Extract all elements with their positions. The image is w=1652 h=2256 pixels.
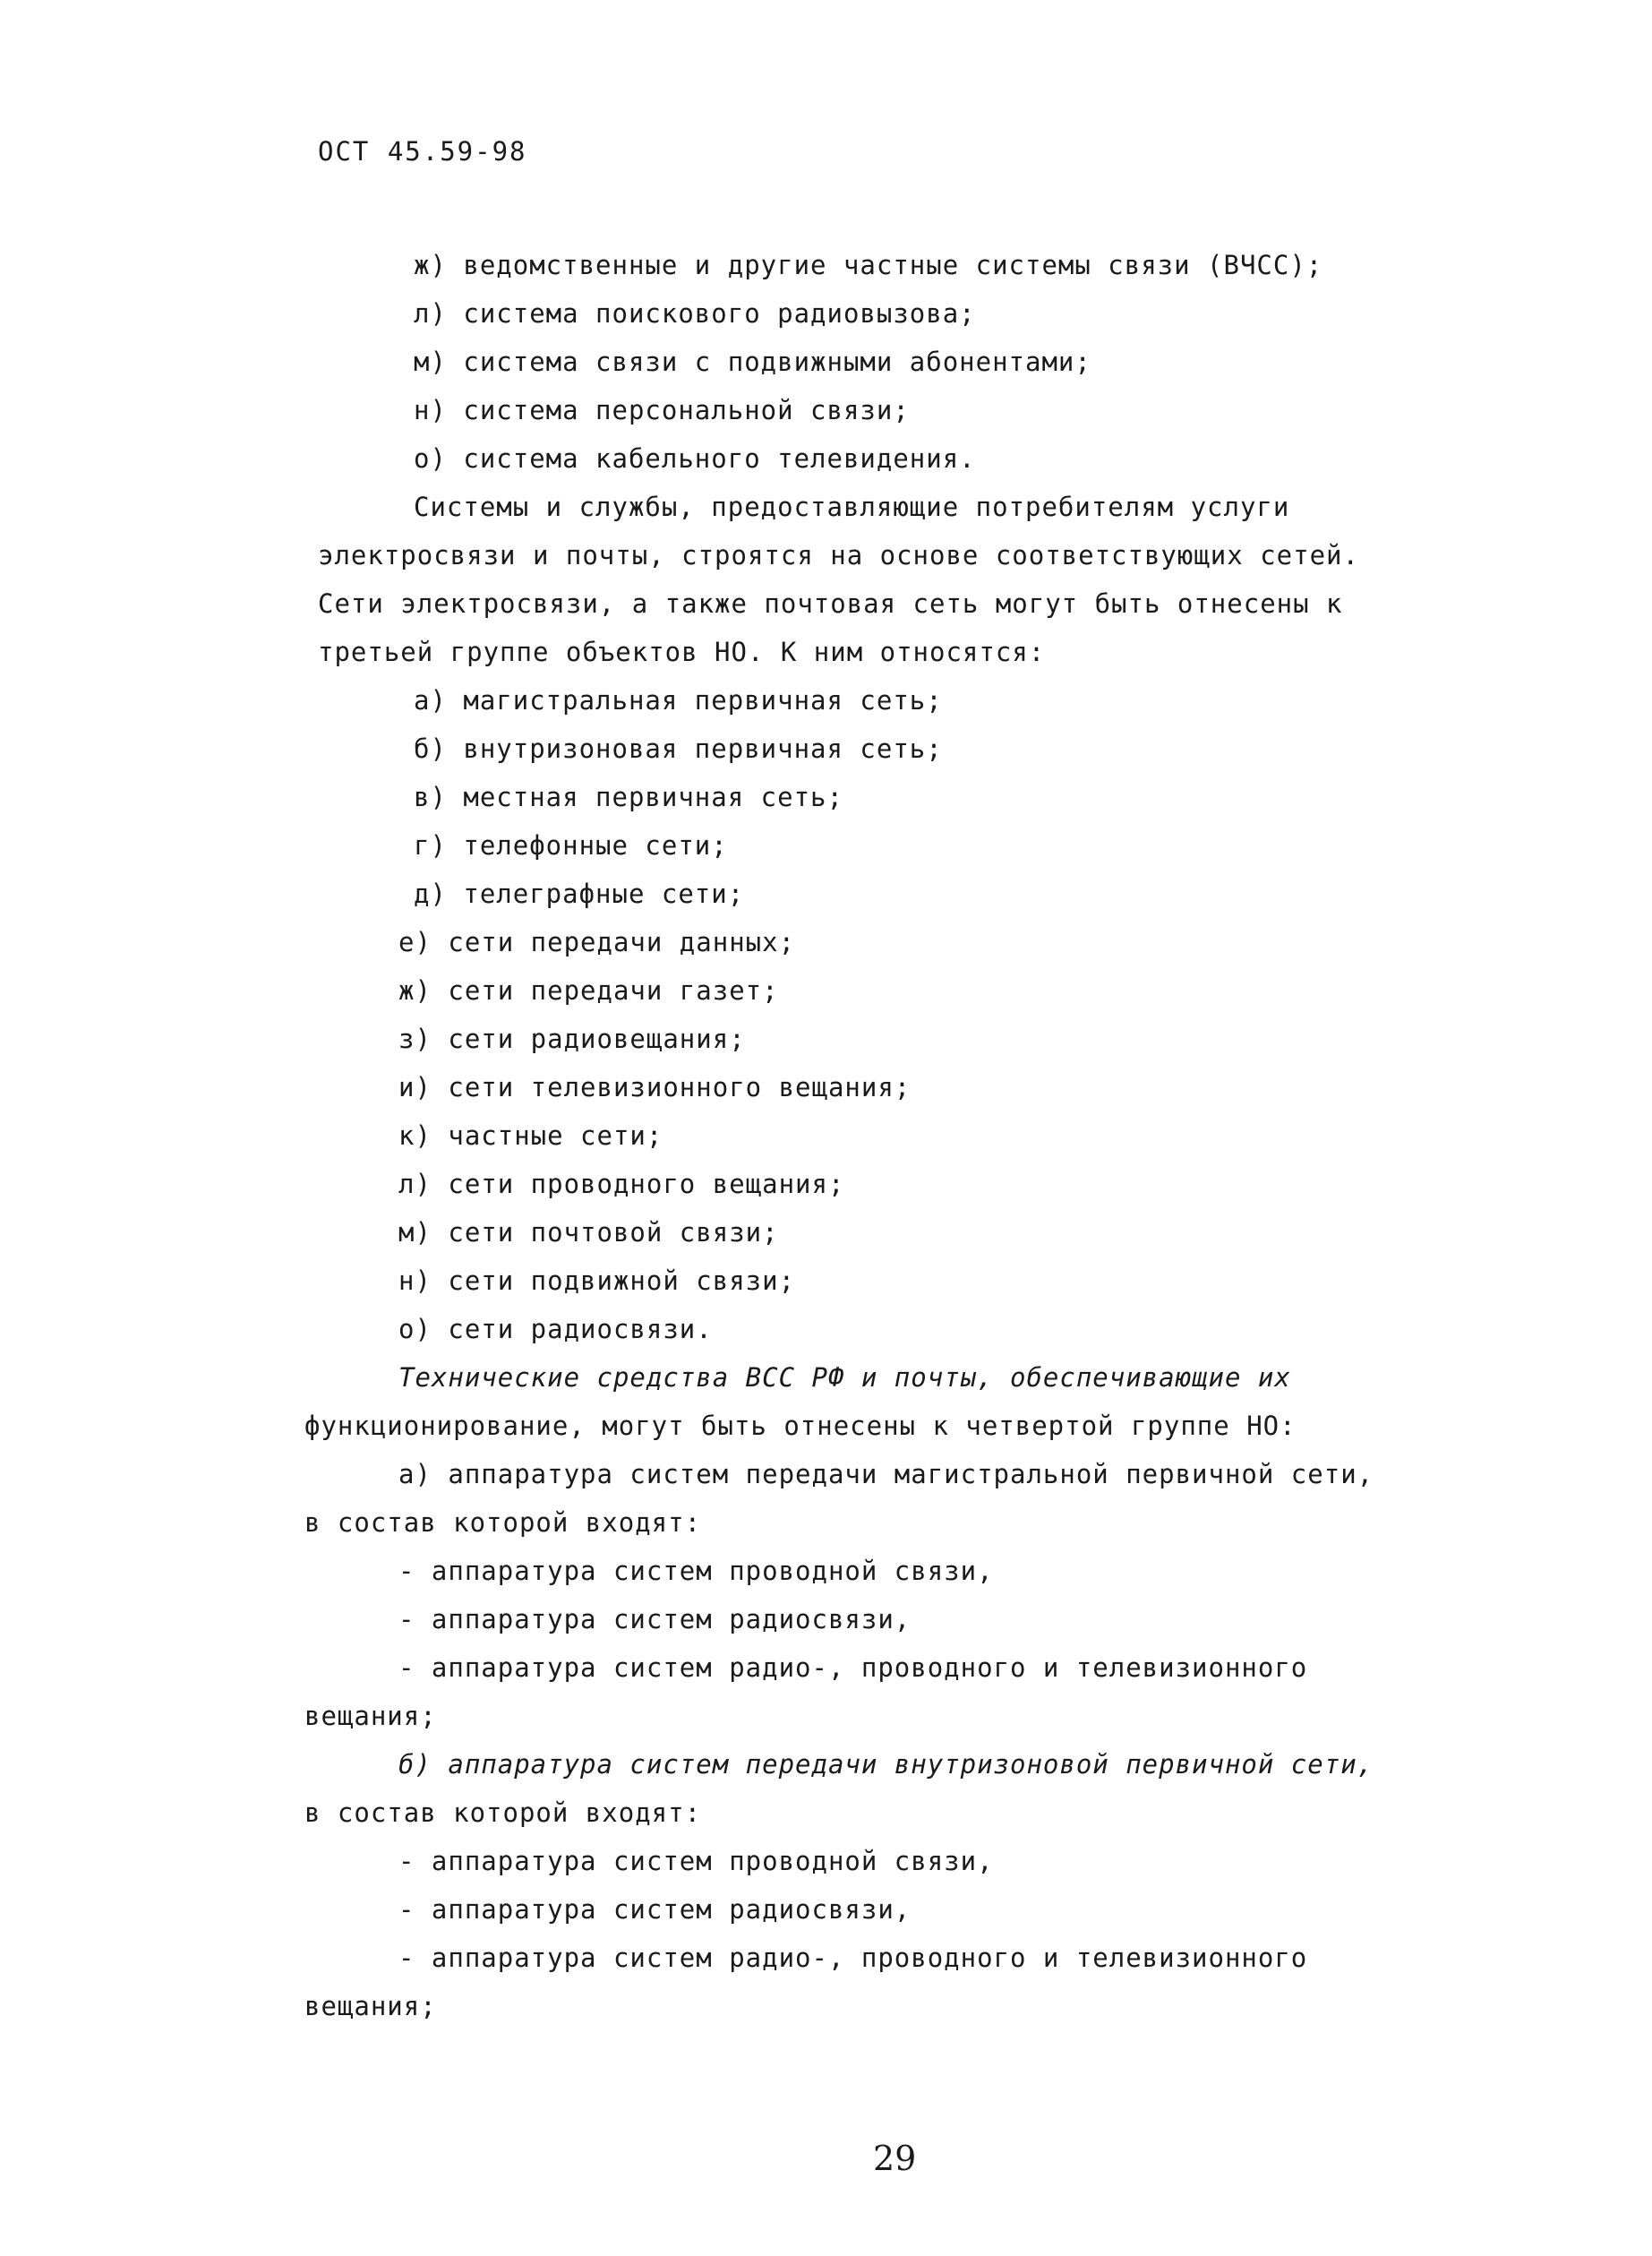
list-item: м) система связи с подвижными абонентами; bbox=[414, 347, 1091, 377]
sub-list-item: - аппаратура систем радио-, проводного и телевизионного bbox=[398, 1652, 1308, 1683]
list-item: м) сети почтовой связи; bbox=[398, 1217, 779, 1248]
list-item: а) магистральная первичная сеть; bbox=[414, 685, 943, 716]
list-item: з) сети радиовещания; bbox=[398, 1024, 746, 1054]
list-item: ж) сети передачи газет; bbox=[398, 975, 779, 1006]
list-item: е) сети передачи данных; bbox=[398, 927, 796, 957]
list-item: ж) ведомственные и другие частные системы связи (ВЧСС); bbox=[414, 250, 1323, 280]
paragraph-line: Системы и службы, предоставляющие потребителям услуги bbox=[414, 492, 1290, 522]
list-item: д) телеграфные сети; bbox=[414, 879, 745, 909]
list-item: н) сети подвижной связи; bbox=[398, 1265, 796, 1296]
sub-list-item: - аппаратура систем радиосвязи, bbox=[398, 1604, 912, 1634]
list-item: к) частные сети; bbox=[398, 1120, 663, 1151]
list-item: и) сети телевизионного вещания; bbox=[398, 1072, 912, 1102]
page-number: 29 bbox=[873, 2139, 917, 2178]
document-code-header: ОСТ 45.59-98 bbox=[318, 136, 527, 167]
list-item: в) местная первичная сеть; bbox=[414, 782, 843, 812]
sub-list-item: - аппаратура систем проводной связи, bbox=[398, 1556, 994, 1586]
list-item: н) система персональной связи; bbox=[414, 395, 910, 425]
list-item: л) сети проводного вещания; bbox=[398, 1169, 845, 1199]
list-item: о) система кабельного телевидения. bbox=[414, 443, 976, 474]
sub-list-item-continuation: вещания; bbox=[304, 1991, 437, 2021]
list-item-continuation: в состав которой входят: bbox=[304, 1797, 702, 1828]
paragraph-line: Сети электросвязи, а также почтовая сеть могут быть отнесены к bbox=[318, 588, 1343, 619]
paragraph-line: третьей группе объектов НО. К ним относятся: bbox=[318, 637, 1046, 667]
list-item: г) телефонные сети; bbox=[414, 830, 728, 861]
list-item: б) аппаратура систем передачи внутризоновой первичной сети, bbox=[398, 1749, 1374, 1780]
paragraph-line: функционирование, могут быть отнесены к четвертой группе НО: bbox=[304, 1411, 1297, 1441]
list-item: а) аппаратура систем передачи магистральной первичной сети, bbox=[398, 1459, 1374, 1489]
list-item: о) сети радиосвязи. bbox=[398, 1314, 713, 1344]
paragraph-line: электросвязи и почты, строятся на основе соответствующих сетей. bbox=[318, 540, 1359, 570]
sub-list-item-continuation: вещания; bbox=[304, 1701, 437, 1731]
sub-list-item: - аппаратура систем проводной связи, bbox=[398, 1846, 994, 1876]
list-item: б) внутризоновая первичная сеть; bbox=[414, 733, 943, 764]
list-item: л) система поискового радиовызова; bbox=[414, 298, 976, 329]
list-item-continuation: в состав которой входят: bbox=[304, 1507, 702, 1538]
sub-list-item: - аппаратура систем радиосвязи, bbox=[398, 1894, 912, 1925]
sub-list-item: - аппаратура систем радио-, проводного и телевизионного bbox=[398, 1943, 1308, 1973]
paragraph-line: Технические средства ВСС РФ и почты, обеспечивающие их bbox=[398, 1362, 1291, 1393]
